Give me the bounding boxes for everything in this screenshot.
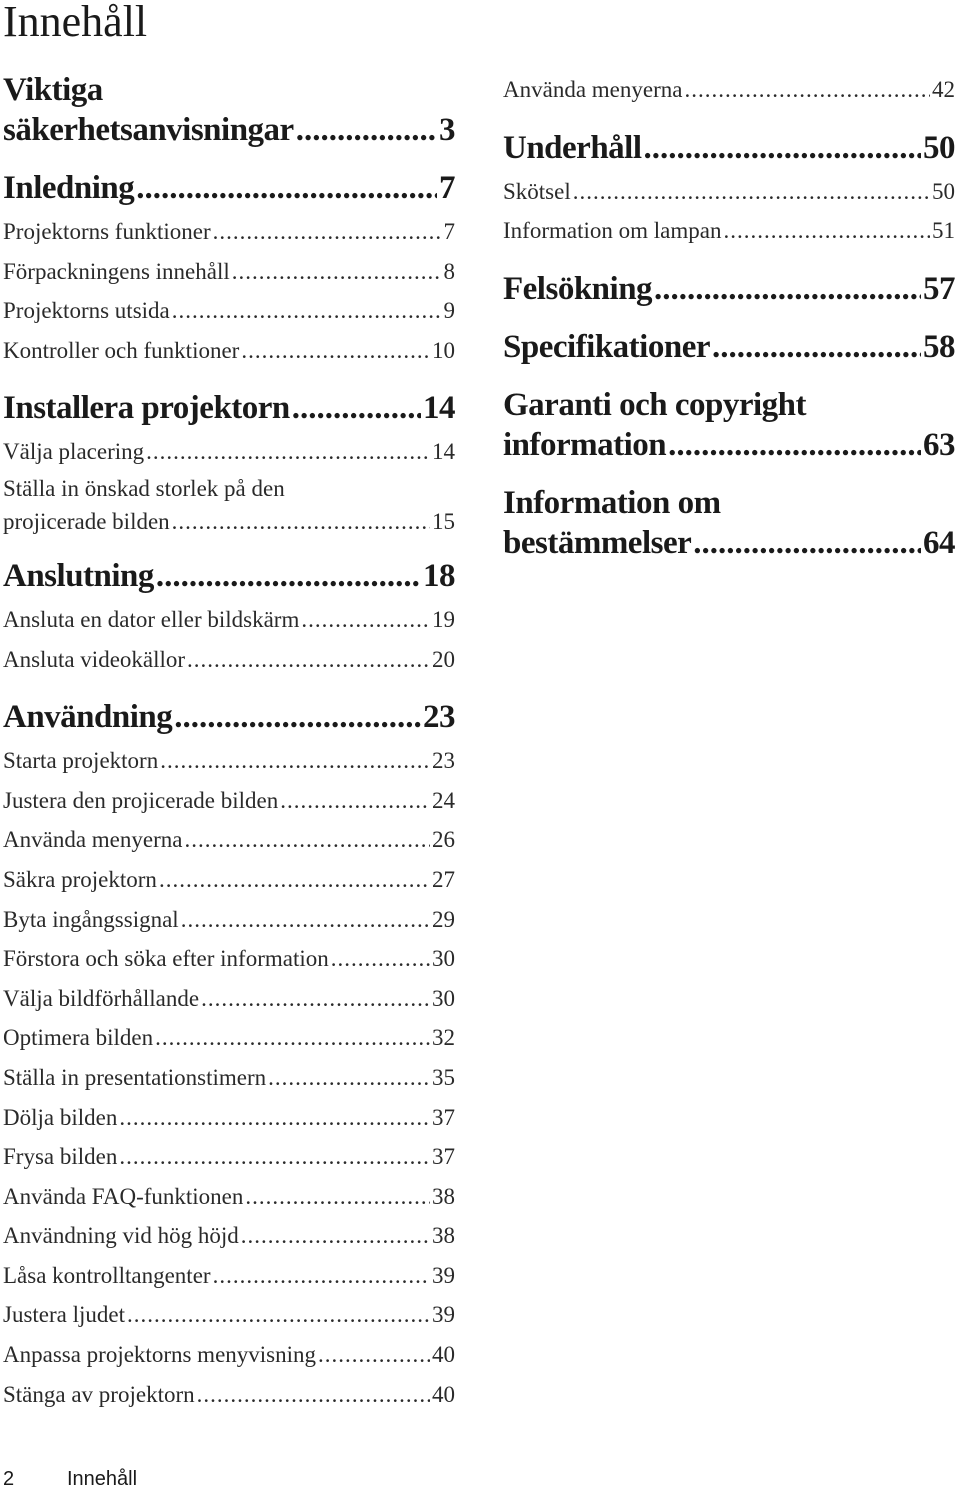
toc-dot-leader <box>197 1375 430 1415</box>
toc-entry-title: Byta ingångssignal <box>3 906 179 932</box>
toc-page-number: 63 <box>923 426 955 463</box>
toc-dot-leader <box>146 432 430 472</box>
toc-entry-title: Anpassa projektorns menyvisning <box>3 1342 317 1368</box>
toc-entry-title: information <box>503 426 667 463</box>
toc-section-entry[interactable] <box>3 1098 455 1138</box>
toc-section-entry[interactable] <box>3 900 455 940</box>
toc-entry-title: Välja placering <box>3 439 145 465</box>
toc-page-number: 7 <box>439 170 455 206</box>
toc-dot-leader <box>174 697 421 737</box>
toc-entry-title: Användning <box>3 699 173 736</box>
toc-entry-title-line: Viktiga <box>3 72 103 108</box>
toc-entry-title: Skötsel <box>503 178 571 204</box>
toc-page-number: 30 <box>432 985 455 1011</box>
toc-section-entry[interactable] <box>3 1018 455 1058</box>
toc-section-entry[interactable] <box>3 820 455 860</box>
toc-entry-title: Kontroller och funktioner <box>3 337 240 363</box>
toc-section-entry[interactable] <box>3 291 455 331</box>
toc-entry-title: Säkra projektorn <box>3 866 157 892</box>
toc-section-entry[interactable] <box>3 741 455 781</box>
toc-page-number: 14 <box>432 439 455 465</box>
toc-dot-leader <box>119 1137 430 1177</box>
toc-page-number: 39 <box>432 1262 455 1288</box>
toc-page-number: 58 <box>923 328 955 365</box>
footer-label: Innehåll <box>67 1468 138 1490</box>
toc-section-entry[interactable] <box>3 1295 455 1335</box>
toc-section-entry[interactable] <box>503 70 955 110</box>
toc-entry-title: Justera den projicerade bilden <box>3 787 279 813</box>
toc-page-number: 9 <box>443 298 455 324</box>
toc-dot-leader <box>241 1216 430 1256</box>
toc-entry-title: Användning vid hög höjd <box>3 1223 239 1249</box>
toc-dot-leader <box>127 1295 430 1335</box>
toc-section-entry[interactable] <box>3 979 455 1019</box>
toc-entry-title: Projektorns utsida <box>3 298 170 324</box>
toc-page-number: 40 <box>432 1342 455 1368</box>
toc-chapter-entry[interactable] <box>503 327 955 367</box>
toc-entry-title: Ansluta videokällor <box>3 646 186 672</box>
toc-entry-title: Information om lampan <box>503 218 722 244</box>
toc-section-entry[interactable] <box>503 211 955 251</box>
toc-entry-title: Ställa in presentationstimern <box>3 1064 267 1090</box>
toc-dot-leader <box>159 860 430 900</box>
toc-page-number: 24 <box>432 787 455 813</box>
toc-section-entry[interactable] <box>503 172 955 212</box>
toc-entry-title: Specifikationer <box>503 328 710 365</box>
toc-entry-title: Starta projektorn <box>3 748 159 774</box>
toc-entry-title: Justera ljudet <box>3 1302 125 1328</box>
toc-entry-title: Ansluta en dator eller bildskärm <box>3 606 300 632</box>
toc-dot-leader <box>184 820 430 860</box>
toc-dot-leader <box>712 327 921 367</box>
toc-section-entry[interactable] <box>3 1058 455 1098</box>
toc-dot-leader <box>172 505 430 538</box>
toc-chapter-entry[interactable] <box>3 556 455 596</box>
toc-page-number: 27 <box>432 866 455 892</box>
toc-entry-title: Använda menyerna <box>3 827 183 853</box>
toc-entry-title: Projektorns funktioner <box>3 219 211 244</box>
toc-chapter-entry[interactable] <box>3 70 455 150</box>
toc-entry-title: Stänga av projektorn <box>3 1381 195 1407</box>
toc-chapter-entry[interactable] <box>503 483 955 563</box>
toc-page-number: 42 <box>932 77 955 102</box>
toc-dot-leader <box>693 523 921 563</box>
toc-section-entry[interactable] <box>3 939 455 979</box>
toc-entry-title: Förstora och söka efter information <box>3 946 329 972</box>
toc-chapter-entry[interactable] <box>3 697 455 737</box>
toc-page-number: 37 <box>432 1104 455 1130</box>
toc-section-entry[interactable] <box>3 1335 455 1375</box>
toc-dot-leader <box>160 741 430 781</box>
toc-dot-leader <box>241 331 430 371</box>
toc-page-number: 3 <box>439 112 455 148</box>
toc-page-number: 50 <box>923 129 955 166</box>
toc-dot-leader <box>245 1177 430 1217</box>
toc-dot-leader <box>301 600 430 640</box>
toc-page-number: 15 <box>432 508 455 534</box>
toc-page-number: 37 <box>432 1144 455 1170</box>
toc-dot-leader <box>654 269 921 309</box>
toc-chapter-entry[interactable] <box>503 128 955 168</box>
toc-dot-leader <box>136 168 437 208</box>
toc-entry-title: Välja bildförhållande <box>3 985 200 1011</box>
toc-section-entry[interactable] <box>3 432 455 472</box>
toc-section-entry[interactable] <box>3 252 455 292</box>
toc-dot-leader <box>181 900 430 940</box>
toc-entry-title: Installera projektorn <box>3 390 290 427</box>
toc-dot-leader <box>668 425 921 465</box>
toc-page-number: 64 <box>923 524 955 561</box>
toc-entry-title: projicerade bilden <box>3 508 170 534</box>
toc-dot-leader <box>573 172 930 212</box>
toc-page-number: 39 <box>432 1302 455 1328</box>
toc-page-number: 38 <box>432 1183 455 1209</box>
toc-page-number: 10 <box>432 337 455 363</box>
toc-dot-leader <box>213 1256 430 1296</box>
toc-page-number: 29 <box>432 906 455 932</box>
toc-entry-title: Använda menyerna <box>503 77 683 102</box>
toc-chapter-entry[interactable] <box>503 269 955 309</box>
toc-dot-leader <box>232 252 442 292</box>
toc-page-number: 20 <box>432 646 455 672</box>
toc-entry-title: Optimera bilden <box>3 1025 154 1051</box>
toc-dot-leader <box>280 781 430 821</box>
toc-dot-leader <box>201 979 430 1019</box>
toc-page-number: 57 <box>923 270 955 307</box>
toc-chapter-entry[interactable] <box>3 388 455 428</box>
toc-page-number: 7 <box>443 219 455 244</box>
toc-entry-title: Felsökning <box>503 270 653 307</box>
toc-section-entry[interactable] <box>3 1137 455 1177</box>
toc-dot-leader <box>331 939 430 979</box>
toc-dot-leader <box>155 1018 430 1058</box>
toc-page-number: 18 <box>423 557 455 594</box>
toc-section-entry[interactable] <box>3 781 455 821</box>
toc-section-entry[interactable] <box>3 1375 455 1415</box>
toc-entry-title: Frysa bilden <box>3 1144 118 1170</box>
toc-dot-leader <box>318 1335 430 1375</box>
toc-section-entry[interactable] <box>3 1256 455 1296</box>
toc-entry-title-line: Information om <box>503 484 721 521</box>
toc-entry-title: säkerhetsanvisningar <box>3 112 294 148</box>
toc-entry-title: bestämmelser <box>503 524 692 561</box>
toc-entry-title: Förpackningens innehåll <box>3 258 230 284</box>
toc-entry-title-line: Ställa in önskad storlek på den <box>3 475 285 501</box>
toc-entry-title: Dölja bilden <box>3 1104 118 1130</box>
toc-dot-leader <box>213 212 442 252</box>
toc-entry-title: Underhåll <box>503 129 642 166</box>
toc-page-number: 14 <box>423 390 455 427</box>
page-title: Innehåll <box>3 0 148 46</box>
toc-section-entry[interactable] <box>3 212 455 252</box>
toc-section-entry[interactable] <box>3 860 455 900</box>
toc-page-number: 50 <box>932 178 955 204</box>
toc-dot-leader <box>292 388 421 428</box>
toc-page-number: 32 <box>432 1025 455 1051</box>
toc-entry-title: Låsa kontrolltangenter <box>3 1262 211 1288</box>
toc-page-number: 23 <box>423 699 455 736</box>
toc-page-number: 38 <box>432 1223 455 1249</box>
page-footer <box>3 1468 137 1491</box>
toc-page-number: 23 <box>432 748 455 774</box>
toc-page-number: 30 <box>432 946 455 972</box>
toc-dot-leader <box>156 556 421 596</box>
toc-page-number: 51 <box>932 218 955 244</box>
toc-section-entry[interactable] <box>3 640 455 680</box>
toc-entry-title-line: Garanti och copyright <box>503 386 806 423</box>
toc-entry-title: Använda FAQ-funktionen <box>3 1183 244 1209</box>
toc-section-entry[interactable] <box>3 1216 455 1256</box>
toc-dot-leader <box>684 70 930 110</box>
toc-dot-leader <box>268 1058 430 1098</box>
toc-page-number: 40 <box>432 1381 455 1407</box>
toc-section-entry[interactable] <box>3 600 455 640</box>
toc-page-number: 35 <box>432 1064 455 1090</box>
toc-section-entry[interactable] <box>3 331 455 371</box>
toc-section-entry[interactable] <box>3 472 455 538</box>
toc-entry-title: Inledning <box>3 170 135 206</box>
toc-dot-leader <box>172 291 442 331</box>
toc-dot-leader <box>187 640 430 680</box>
toc-page-number: 19 <box>432 606 455 632</box>
toc-dot-leader <box>723 211 930 251</box>
footer-page-number: 2 <box>3 1468 15 1490</box>
toc-chapter-entry[interactable] <box>503 385 955 465</box>
toc-left-column <box>3 70 455 1414</box>
toc-section-entry[interactable] <box>3 1177 455 1217</box>
toc-dot-leader <box>644 128 921 168</box>
toc-dot-leader <box>119 1098 430 1138</box>
toc-right-column <box>503 70 955 567</box>
toc-entry-title: Anslutning <box>3 557 154 594</box>
toc-chapter-entry[interactable] <box>3 168 455 208</box>
toc-dot-leader <box>296 110 437 150</box>
toc-page-number: 8 <box>443 258 455 284</box>
toc-page-number: 26 <box>432 827 455 853</box>
